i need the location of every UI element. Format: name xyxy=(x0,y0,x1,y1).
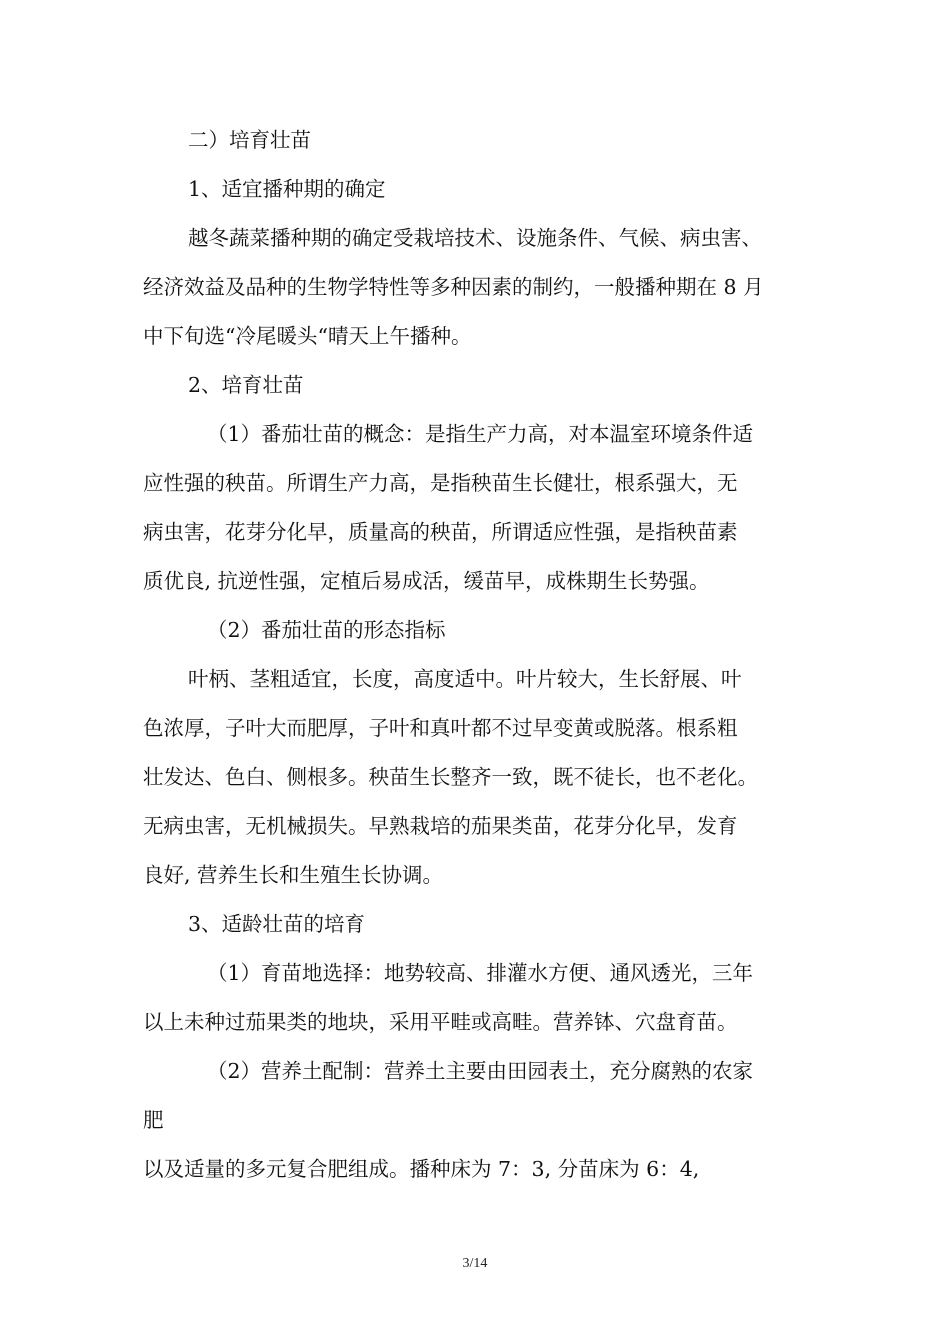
subsection-heading-seedling-cultivation: 3、适龄壮苗的培育 xyxy=(188,912,366,936)
paragraph-line: 应性强的秧苗。所谓生产力高，是指秧苗生长健壮，根系强大，无 xyxy=(143,471,738,495)
paragraph-line: 经济效益及品种的生物学特性等多种因素的制约，一般播种期在 8 月 xyxy=(143,275,764,299)
item-heading-morphology: （2）番茄壮苗的形态指标 xyxy=(207,618,446,642)
paragraph-line: 无病虫害，无机械损失。早熟栽培的茄果类苗，花芽分化早，发育 xyxy=(143,814,738,838)
paragraph-line: （1）番茄壮苗的概念：是指生产力高，对本温室环境条件适 xyxy=(207,422,754,446)
paragraph-line: 肥 xyxy=(143,1108,164,1132)
paragraph-line: 质优良, 抗逆性强，定植后易成活，缓苗早，成株期生长势强。 xyxy=(143,569,710,593)
page-number: 3/14 xyxy=(462,1256,488,1271)
paragraph-line: 壮发达、色白、侧根多。秧苗生长整齐一致，既不徒长，也不老化。 xyxy=(143,765,758,789)
paragraph-line: 病虫害，花芽分化早，质量高的秧苗，所谓适应性强，是指秧苗素 xyxy=(143,520,738,544)
subsection-heading-strong-seedlings: 2、培育壮苗 xyxy=(188,373,304,397)
paragraph-line: 叶柄、茎粗适宜，长度，高度适中。叶片较大，生长舒展、叶 xyxy=(188,667,742,691)
section-heading: 二）培育壮苗 xyxy=(188,128,311,152)
paragraph-line: 越冬蔬菜播种期的确定受栽培技术、设施条件、气候、病虫害、 xyxy=(188,226,762,250)
subsection-heading-sowing-date: 1、适宜播种期的确定 xyxy=(188,177,386,201)
paragraph-line: 以上未种过茄果类的地块，采用平畦或高畦。营养钵、穴盘育苗。 xyxy=(143,1010,738,1034)
paragraph-line: （2）营养土配制：营养土主要由田园表土，充分腐熟的农家 xyxy=(207,1059,754,1083)
paragraph-line: 色浓厚，子叶大而肥厚，子叶和真叶都不过早变黄或脱落。根系粗 xyxy=(143,716,738,740)
paragraph-line: 中下旬选“冷尾暖头“晴天上午播种。 xyxy=(143,324,472,348)
paragraph-line: （1）育苗地选择：地势较高、排灌水方便、通风透光，三年 xyxy=(207,961,754,985)
paragraph-line: 良好, 营养生长和生殖生长协调。 xyxy=(143,863,444,887)
paragraph-line: 以及适量的多元复合肥组成。播种床为 7：3, 分苗床为 6：4, xyxy=(143,1157,700,1181)
